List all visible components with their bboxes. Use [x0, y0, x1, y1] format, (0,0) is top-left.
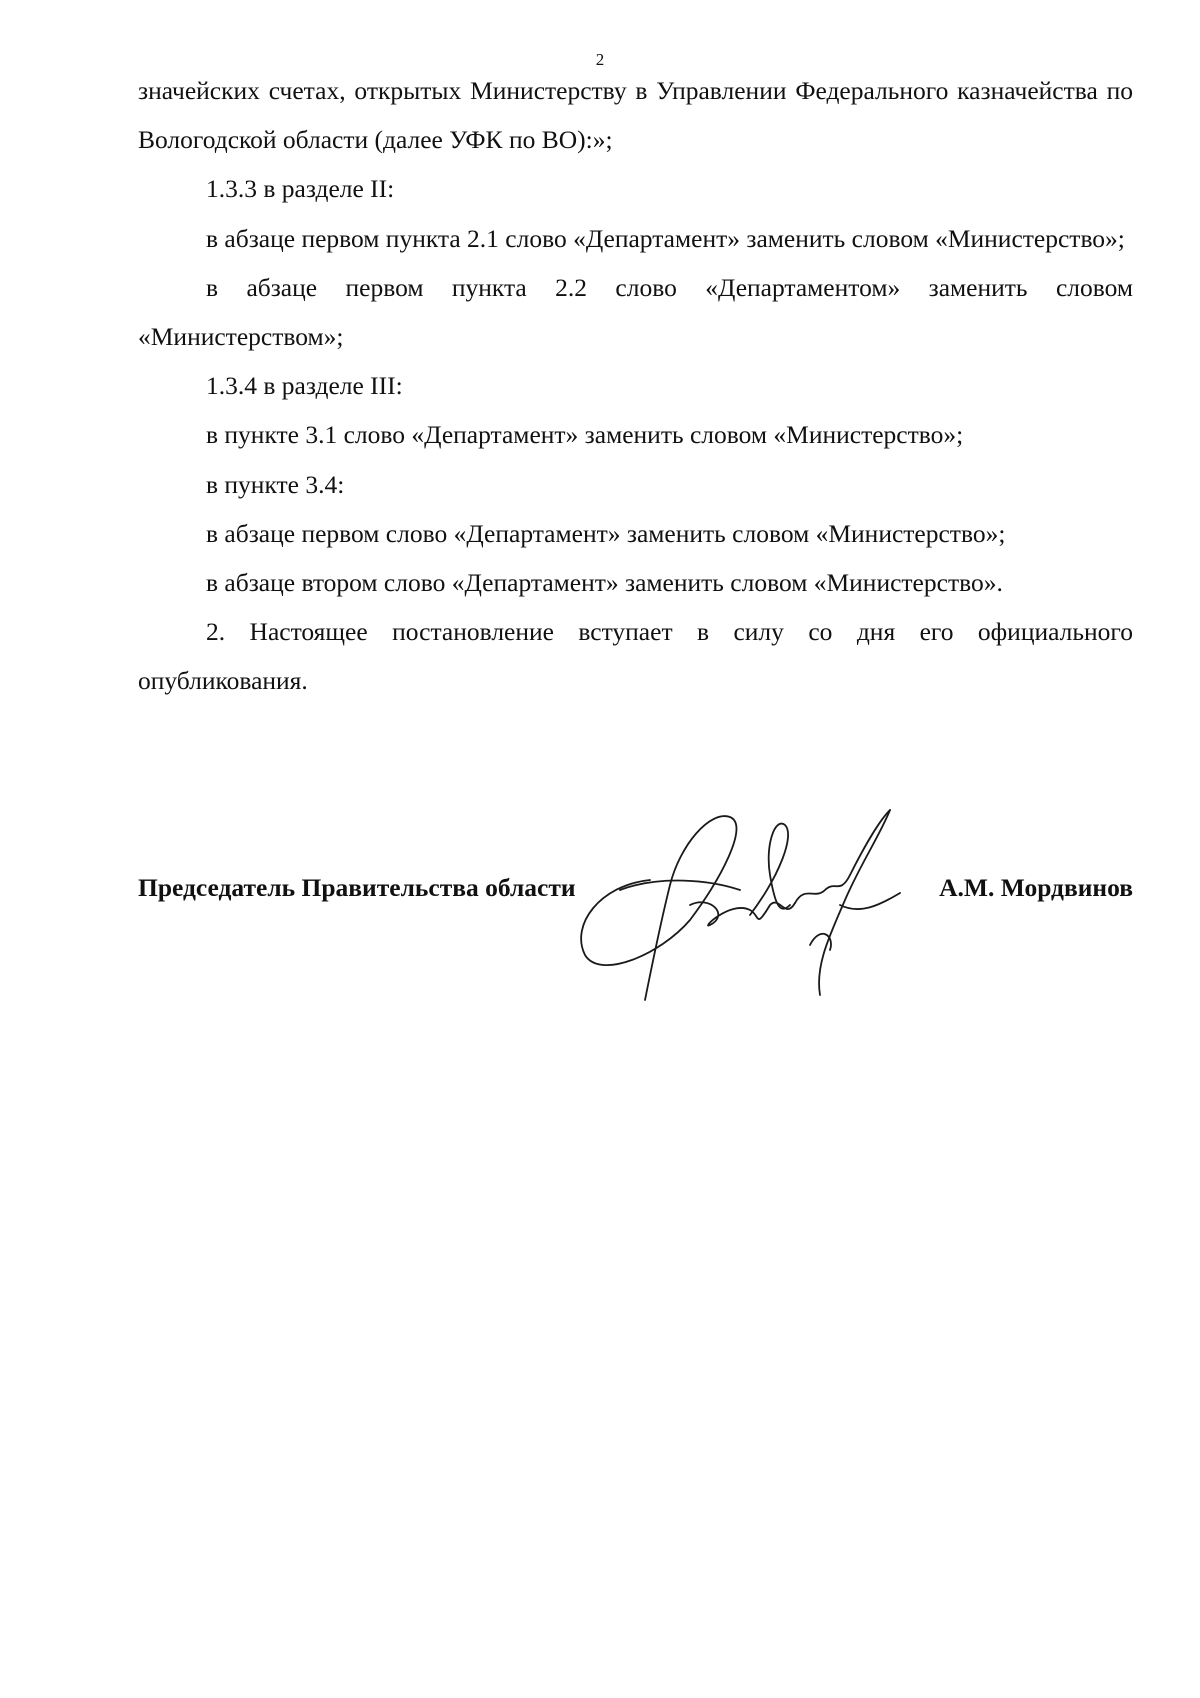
document-body — [138, 66, 1133, 706]
handwritten-signature — [580, 805, 950, 1005]
signatory-name: А.М. Мордвинов — [939, 873, 1133, 902]
paragraph-item-3-4: в пункте 3.4: — [206, 469, 345, 499]
paragraph-item-3-4-second: в абзаце втором слово «Департамент» заменить словом «Министерство». — [206, 568, 1003, 598]
paragraph-item-2-2: в абзаце первом пункта 2.2 слово «Департаментом» заменить словом «Министерством»; — [138, 272, 1133, 352]
paragraph-item-3-1: в пункте 3.1 слово «Департамент» заменить словом «Министерство»; — [206, 420, 964, 450]
page-number: 2 — [595, 50, 605, 69]
paragraph-continuation: значейских счетах, открытых Министерству в Управлении Федерального казначейства по Вологодской области (далее УФК по ВО):»; — [138, 76, 1133, 155]
paragraph-item-1-3-3: 1.3.3 в разделе II: — [206, 174, 395, 204]
paragraph-clause-2: 2. Настоящее постановление вступает в силу со дня его официального опубликования. — [138, 617, 1133, 696]
paragraph-item-2-1: в абзаце первом пункта 2.1 слово «Департамент» заменить словом «Министерство»; — [206, 223, 1125, 253]
paragraph-item-1-3-4: 1.3.4 в разделе III: — [206, 371, 403, 401]
paragraph-item-3-4-first: в абзаце первом слово «Департамент» заменить словом «Министерство»; — [206, 518, 1006, 548]
signatory-position: Председатель Правительства области — [138, 873, 576, 902]
